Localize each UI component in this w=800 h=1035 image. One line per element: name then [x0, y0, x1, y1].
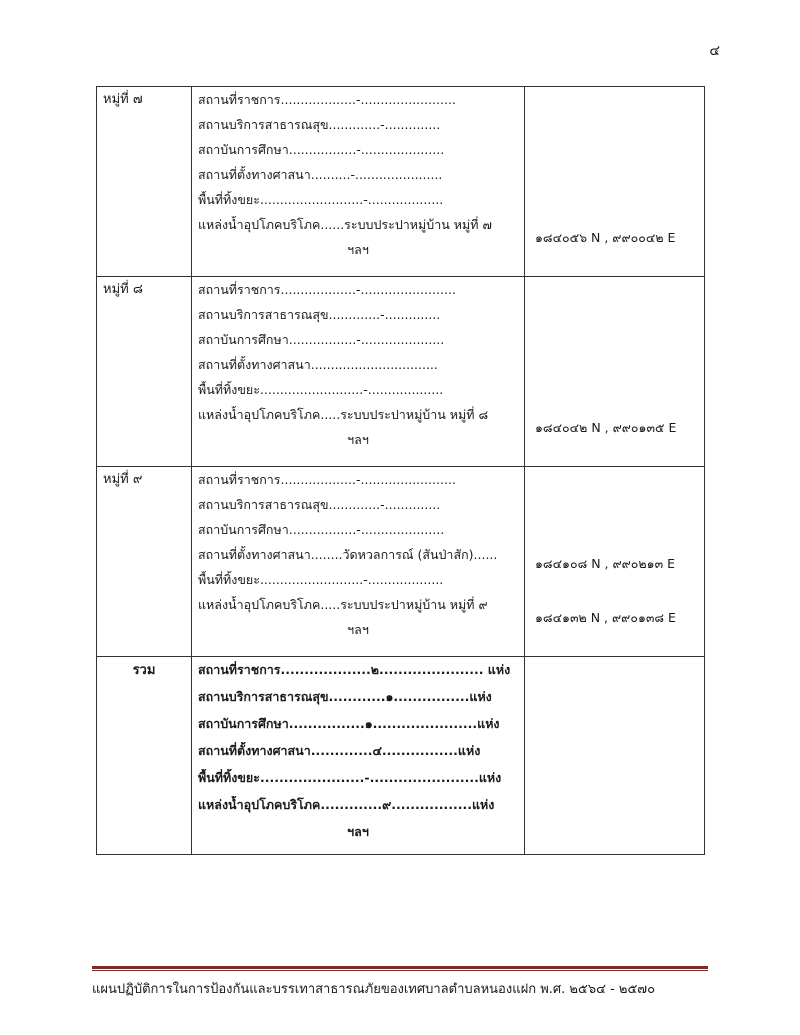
etc-line: ฯลฯ — [347, 432, 369, 447]
total-religious-site-line: สถานที่ตั้งทางศาสนา.............๔................แห่ง — [198, 743, 481, 758]
village-facilities-table — [96, 86, 705, 855]
summary-details-cell — [192, 657, 525, 855]
village-label-cell — [97, 87, 192, 277]
health-service-line: สถานบริการสาธารณสุข.............-.............. — [198, 117, 441, 132]
etc-line: ฯลฯ — [347, 622, 369, 637]
summary-coordinates-cell — [525, 657, 705, 855]
table-row-summary — [97, 657, 705, 855]
education-line: สถาบันการศึกษา.................-..................... — [198, 522, 445, 537]
footer-divider — [92, 966, 708, 972]
facility-details-cell — [192, 467, 525, 657]
facility-details-cell — [192, 277, 525, 467]
water-source-line: แหล่งน้ำอุปโภคบริโภค.....ระบบประปาหมู่บ้าน หมู่ที่ ๘ — [198, 407, 489, 422]
village-label: หมู่ที่ ๙ — [103, 472, 143, 487]
coordinates-cell — [525, 277, 705, 467]
coordinates-cell — [525, 467, 705, 657]
government-office-line: สถานที่ราชการ...................-........................ — [198, 92, 456, 107]
waste-area-line: พื้นที่ทิ้งขยะ..........................-................... — [198, 192, 444, 207]
table-row-village-9 — [97, 467, 705, 657]
coordinates-cell — [525, 87, 705, 277]
total-government-office-line: สถานที่ราชการ...................๒...................... แห่ง — [198, 662, 511, 677]
total-health-service-line: สถานบริการสาธารณสุข............๑................แห่ง — [198, 689, 492, 704]
footer-rule-thin — [92, 970, 708, 971]
religious-site-line: สถานที่ตั้งทางศาสนา........วัดหวลการณ์ (สันป่าสัก)...... — [198, 547, 498, 562]
coordinate-value: ๑๘๔๑๐๘ N , ๙๙๐๒๑๓ E — [535, 556, 676, 571]
page-number: ๔ — [709, 43, 720, 59]
summary-label: รวม — [132, 663, 156, 678]
government-office-line: สถานที่ราชการ...................-........................ — [198, 282, 456, 297]
village-label: หมู่ที่ ๘ — [103, 282, 143, 297]
waste-area-line: พื้นที่ทิ้งขยะ..........................-................... — [198, 572, 444, 587]
summary-label-cell — [97, 657, 192, 855]
waste-area-line: พื้นที่ทิ้งขยะ..........................-................... — [198, 382, 444, 397]
total-education-line: สถาบันการศึกษา................๑......................แห่ง — [198, 716, 500, 731]
village-label-cell — [97, 467, 192, 657]
coordinate-value: ๑๘๔๑๓๒ N , ๙๙๐๑๓๘ E — [535, 610, 676, 625]
etc-line: ฯลฯ — [347, 824, 369, 839]
footer-rule-thick — [92, 966, 708, 969]
table-row-village-7 — [97, 87, 705, 277]
facility-details-cell — [192, 87, 525, 277]
total-water-source-line: แหล่งน้ำอุปโภคบริโภค.............๙.................แห่ง — [198, 797, 495, 812]
coordinate-value: ๑๘๔๐๔๒ N , ๙๙๐๑๓๕ E — [535, 420, 677, 435]
education-line: สถาบันการศึกษา.................-..................... — [198, 332, 445, 347]
water-source-line: แหล่งน้ำอุปโภคบริโภค......ระบบประปาหมู่บ้าน หมู่ที่ ๗ — [198, 217, 492, 232]
health-service-line: สถานบริการสาธารณสุข.............-.............. — [198, 307, 441, 322]
health-service-line: สถานบริการสาธารณสุข.............-.............. — [198, 497, 441, 512]
total-waste-area-line: พื้นที่ทิ้งขยะ......................-.......................แห่ง — [198, 770, 502, 785]
religious-site-line: สถานที่ตั้งทางศาสนา..........-...................... — [198, 167, 443, 182]
village-label: หมู่ที่ ๗ — [103, 92, 143, 107]
etc-line: ฯลฯ — [347, 242, 369, 257]
village-label-cell — [97, 277, 192, 467]
government-office-line: สถานที่ราชการ...................-........................ — [198, 472, 456, 487]
footer-plan-title: แผนปฏิบัติการในการป้องกันและบรรเทาสาธารณภัยของเทศบาลตำบลหนองแฝก พ.ศ. ๒๕๖๔ - ๒๕๗๐ — [92, 982, 656, 997]
education-line: สถาบันการศึกษา.................-..................... — [198, 142, 445, 157]
water-source-line: แหล่งน้ำอุปโภคบริโภค.....ระบบประปาหมู่บ้าน หมู่ที่ ๙ — [198, 597, 488, 612]
religious-site-line: สถานที่ตั้งทางศาสนา................................ — [198, 357, 438, 372]
coordinate-value: ๑๘๔๐๕๖ N , ๙๙๐๐๔๒ E — [535, 230, 676, 245]
table-row-village-8 — [97, 277, 705, 467]
